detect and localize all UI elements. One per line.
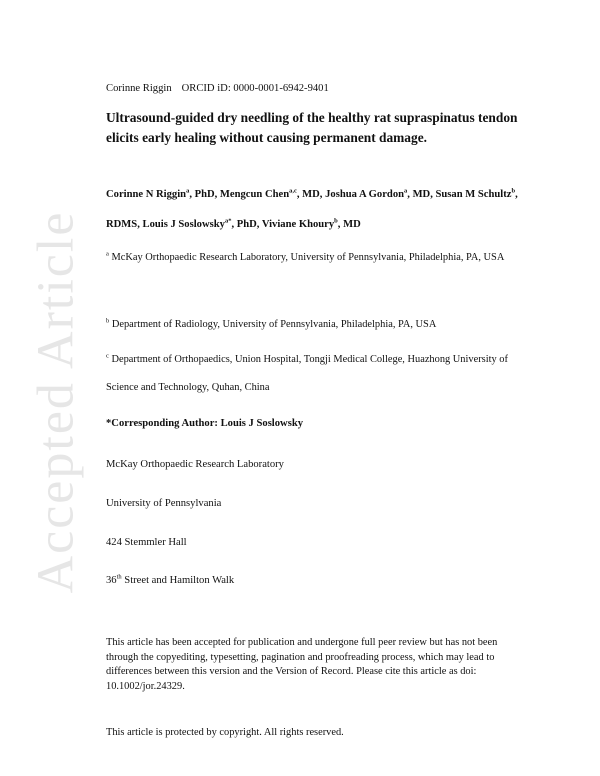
author-degree: , MD bbox=[337, 219, 361, 230]
affiliation-text: Department of Radiology, University of Pennsylvania, Philadelphia, PA, USA bbox=[109, 319, 437, 330]
header-author-name: Corinne Riggin bbox=[106, 83, 172, 94]
address-line: McKay Orthopaedic Research Laboratory bbox=[106, 459, 284, 470]
author-degree: , PhD, bbox=[189, 189, 220, 200]
author-degree: , MD, bbox=[296, 189, 326, 200]
header-orcid: ORCID iD: 0000-0001-6942-9401 bbox=[181, 83, 329, 94]
author-degree: , RDMS, bbox=[106, 189, 518, 230]
article-title: Ultrasound-guided dry needling of the healthy rat supraspinatus tendon elicits early healing without causing permanent damage. bbox=[106, 110, 518, 145]
acceptance-notice: This article has been accepted for publication and undergone full peer review but has not been through the copyediting, typesetting, pagination and proofreading process, which may lead to differences between this version and the Version of Record. Please cite this article as doi: 10.1002/jor.24329. bbox=[106, 637, 498, 692]
affiliation-text: McKay Orthopaedic Research Laboratory, University of Pennsylvania, Philadelphia, PA, USA bbox=[108, 252, 505, 263]
author-affiliation-mark: a* bbox=[224, 217, 232, 225]
watermark-text: Accepted Article bbox=[27, 210, 85, 594]
author-name: Corinne N Riggin bbox=[106, 189, 187, 200]
affiliation-text: Department of Orthopaedics, Union Hospital, Tongji Medical College, Huazhong University of Science and Technology, Quhan, China bbox=[106, 354, 508, 393]
corresponding-author: *Corresponding Author: Louis J Soslowsky bbox=[106, 418, 304, 429]
copyright-notice: This article is protected by copyright. All rights reserved. bbox=[106, 727, 344, 738]
author-name: Louis J Soslowsky bbox=[142, 219, 225, 230]
author-name: Viviane Khoury bbox=[261, 219, 335, 230]
address-line: University of Pennsylvania bbox=[106, 498, 222, 509]
author-affiliation-mark: a bbox=[186, 187, 190, 195]
author-affiliation-mark: a,c bbox=[289, 187, 297, 195]
affiliation-b bbox=[106, 311, 526, 339]
street-number: 36 bbox=[106, 575, 117, 586]
author-affiliation-mark: b bbox=[511, 187, 516, 195]
address-line bbox=[106, 575, 234, 586]
affiliation-mark: c bbox=[106, 352, 109, 360]
author-name: Joshua A Gordon bbox=[325, 189, 405, 200]
author-degree: , MD, bbox=[407, 189, 436, 200]
author-list bbox=[106, 180, 536, 240]
street-name: Street and Hamilton Walk bbox=[121, 575, 235, 586]
author-name: Susan M Schultz bbox=[435, 189, 512, 200]
affiliation-c bbox=[106, 346, 526, 402]
accepted-article-watermark bbox=[0, 0, 90, 776]
affiliation-mark: b bbox=[106, 317, 110, 325]
author-degree: , PhD, bbox=[231, 219, 262, 230]
author-affiliation-mark: b bbox=[334, 217, 338, 225]
author-name: Mengcun Chen bbox=[219, 189, 290, 200]
affiliation-a bbox=[106, 244, 526, 272]
address-line: 424 Stemmler Hall bbox=[106, 537, 187, 548]
affiliation-mark: a bbox=[106, 250, 109, 258]
author-affiliation-mark: a bbox=[404, 187, 408, 195]
header-line bbox=[106, 83, 329, 94]
ordinal-suffix: th bbox=[116, 573, 122, 581]
